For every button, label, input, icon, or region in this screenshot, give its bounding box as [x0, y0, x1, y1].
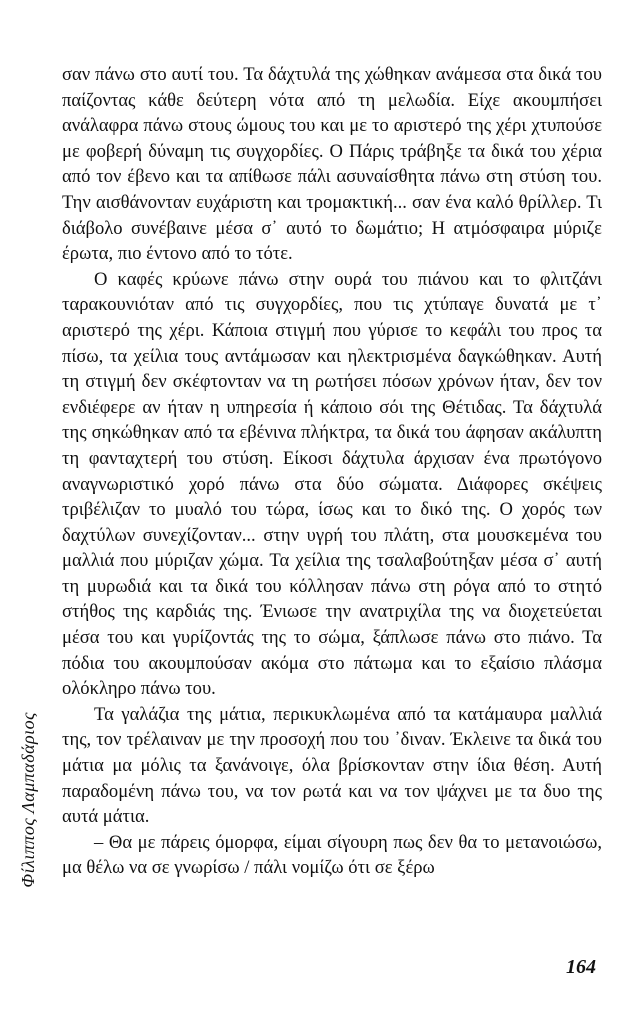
page-number: 164 [566, 956, 596, 978]
paragraph-coffee: Ο καφές κρύωνε πάνω στην ουρά του πιάνου και το φλιτζάνι ταρακουνιόταν από τις συγχορδίες, που τις χτύπαγε δυνατά με τ᾽ αριστερό της χέρι. Κάποια στιγμή που γύρισε το κεφάλι του προς τα πίσω, τα χείλια τους αντάμωσαν και ηλεκτρισμένα δαγκώθηκαν. Αυτή τη στιγμή δεν σκέφτονταν να τη ρωτήσει πόσων χρόνων ήταν, δεν τον ενδιέφερε αν ήταν η υπηρεσία ή κάποιο σόι της Θέτιδας. Τα δάχτυλά της σηκώθηκαν από τα εβένινα πλήκτρα, τα δικά του άφησαν ακάλυπτη τη φανταχτερή του στύση. Είκοσι δάχτυλα άρχισαν ένα πρωτόγονο αναγνωριστικό χορό πάνω στα δύο σώματα. Διάφορες σκέψεις τριβέλιζαν το μυαλό του τώρα, ίσως και το δικό της. Ο χορός των δαχτύλων συνεχίζονταν... στην υγρή του πλάτη, στα μουσκεμένα του μαλλιά που μύριζαν χώμα. Τα χείλια της τσαλαβούτηξαν μέσα σ᾽ αυτή τη μυρωδιά και τα δικά του κόλλησαν πάνω στη ρόγα από το στητό στήθος της καρδιάς της. Ένιωσε την ανατριχίλα της να διοχετεύεται μέσα του και γυρίζοντάς της το σώμα, ξάπλωσε πάνω στο πιάνο. Τα πόδια του ακουμπούσαν ακόμα στο πάτωμα και το εξαίσιο πλάσμα ολόκληρο πάνω του. [62, 268, 602, 700]
paragraph-dialogue: – Θα με πάρεις όμορφα, είμαι σίγουρη πως δεν θα το μετανοιώσω, μα θέλω να σε γνωρίσω / πάλι νομίζω ότι σε ξέρω [62, 831, 602, 879]
paragraph-continued: σαν πάνω στο αυτί του. Τα δάχτυλά της χώθηκαν ανάμεσα στα δικά του παίζοντας κάθε δεύτερη νότα από τη μελωδία. Είχε ακουμπήσει ανάλαφρα πάνω στους ώμους του και με το αριστερό της χέρι χτυπούσε με φοβερή δύναμη τις συγχορδίες. Ο Πάρις τράβηξε τα δικά του χέρια από τον έβενο και τα απίθωσε πάλι ασυναίσθητα πάνω στη στύση του. Την αισθάνονταν ευχάριστη και τρομακτική... σαν ένα καλό θρίλλερ. Τι διάβολο συνέβαινε μέσα σ᾽ αυτό το δωμάτιο; Η ατμόσφαιρα μύριζε έρωτα, πιο έντονο από το τότε. [62, 64, 602, 265]
author-name: Φίλιππος Λαμπαδάριος [17, 712, 38, 888]
body-text [62, 62, 602, 881]
author-sidebar [14, 650, 42, 950]
paragraph-blue-eyes: Τα γαλάζια της μάτια, περικυκλωμένα από τα κατάμαυρα μαλλιά της, τον τρέλαιναν με την προσοχή που του ᾽διναν. Έκλεινε τα δικά του μάτια μα μόλις τα ξανάνοιγε, όλα βρίσκονταν στην ίδια θέση. Αυτή παραδομένη πάνω του, να τον ρωτά και να τον ψάχνει με τα δυο της αυτά μάτια. [62, 703, 602, 828]
